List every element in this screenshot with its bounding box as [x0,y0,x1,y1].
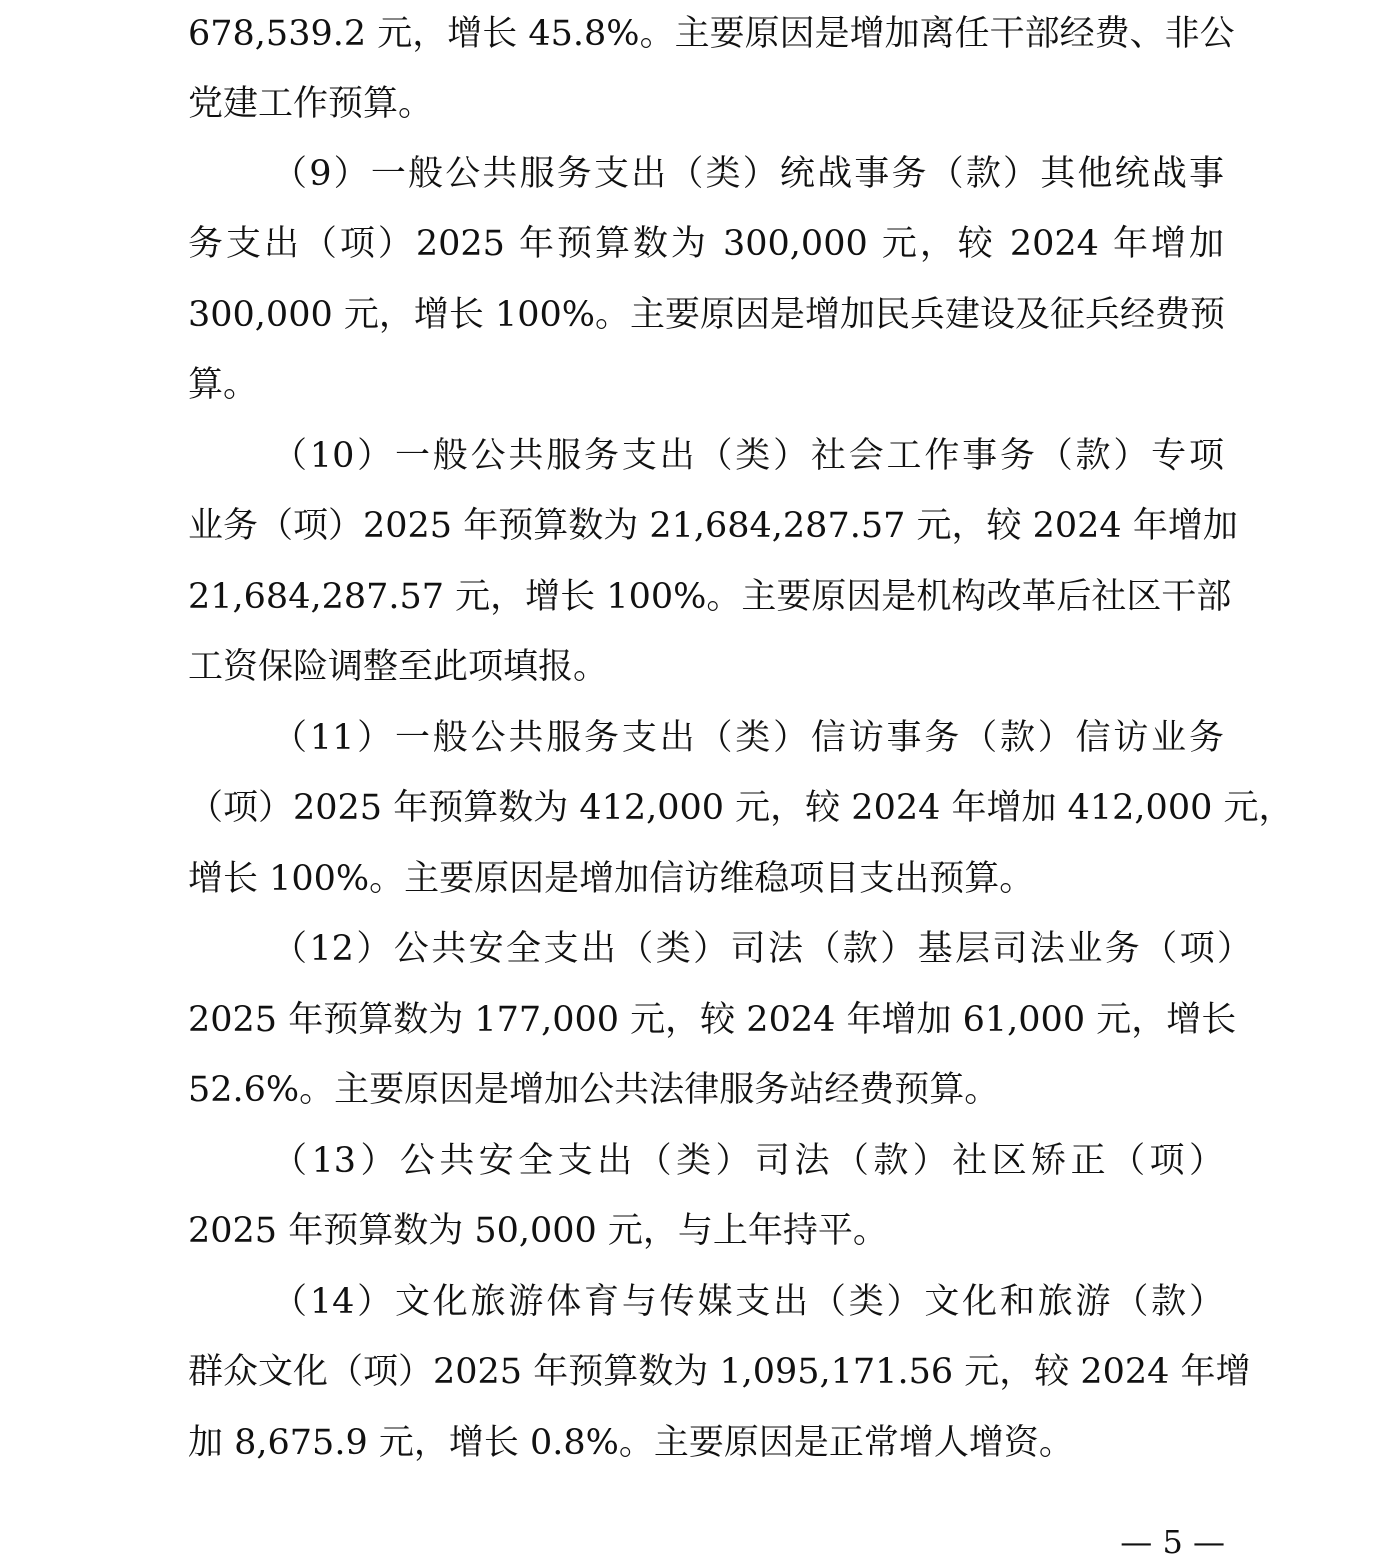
paragraph-first-line: （9）一般公共服务支出（类）统战事务（款）其他统战事 [272,154,1224,194]
paragraph-first-line: （11）一般公共服务支出（类）信访事务（款）信访业务 [272,718,1224,758]
text-line: 党建工作预算。 [188,84,434,124]
document-page [188,0,1294,1554]
text-line: 678,539.2 元，增长 45.8%。主要原因是增加离任干部经费、非公 [188,14,1235,54]
paragraph-first-line: （13）公共安全支出（类）司法（款）社区矫正（项） [272,1141,1224,1181]
text-line: 务支出（项）2025 年预算数为 300,000 元，较 2024 年增加 [188,224,1224,264]
text-line: 加 8,675.9 元，增长 0.8%。主要原因是正常增人增资。 [188,1423,1074,1463]
paragraph-first-line: （12）公共安全支出（类）司法（款）基层司法业务（项） [272,929,1252,969]
text-line: 300,000 元，增长 100%。主要原因是增加民兵建设及征兵经费预 [188,295,1226,335]
text-line: 算。 [188,365,259,405]
text-line: （项）2025 年预算数为 412,000 元，较 2024 年增加 412,000 元， [188,788,1294,828]
text-line: 业务（项）2025 年预算数为 21,684,287.57 元，较 2024 年增加 [188,506,1238,546]
text-line: 21,684,287.57 元，增长 100%。主要原因是机构改革后社区干部 [188,577,1232,617]
paragraph-first-line: （10）一般公共服务支出（类）社会工作事务（款）专项 [272,436,1224,476]
text-line: 2025 年预算数为 177,000 元，较 2024 年增加 61,000 元，增长 [188,1000,1237,1040]
text-line: 增长 100%。主要原因是增加信访维稳项目支出预算。 [188,859,1035,899]
text-line: 2025 年预算数为 50,000 元，与上年持平。 [188,1211,888,1251]
text-line: 群众文化（项）2025 年预算数为 1,095,171.56 元，较 2024 年增 [188,1352,1251,1392]
paragraph-first-line: （14）文化旅游体育与传媒支出（类）文化和旅游（款） [272,1282,1224,1322]
text-line: 工资保险调整至此项填报。 [188,647,609,687]
page-number: — 5 — [1120,1523,1225,1561]
text-line: 52.6%。主要原因是增加公共法律服务站经费预算。 [188,1070,1000,1110]
